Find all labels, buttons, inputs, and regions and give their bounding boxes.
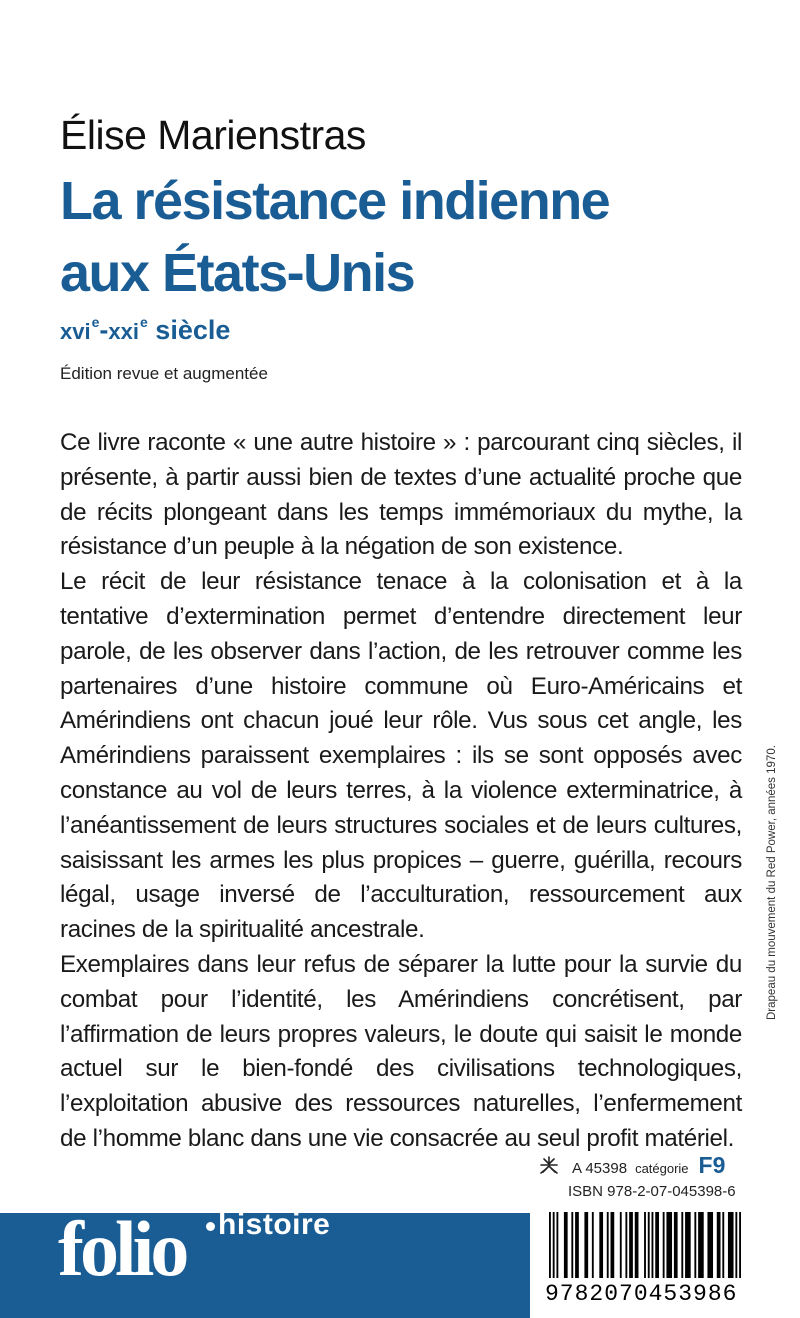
barcode-bar-8: [599, 1212, 603, 1278]
century-start: xvi: [60, 319, 91, 344]
book-subtitle: [60, 314, 230, 346]
barcode-bar-26: [707, 1212, 713, 1278]
barcode-bar-19: [663, 1212, 665, 1278]
blurb: [60, 426, 742, 1157]
isbn: ISBN 978-2-07-045398-6: [568, 1183, 736, 1200]
barcode-bar-30: [735, 1212, 737, 1278]
barcode-bar-31: [739, 1212, 741, 1278]
barcode-bar-2: [556, 1212, 558, 1278]
barcode-bar-25: [698, 1212, 704, 1278]
image-credit: Drapeau du mouvement du Red Power, années 1970.: [766, 745, 778, 1020]
barcode-bar-5: [575, 1212, 579, 1278]
catalog-info: [538, 1152, 742, 1200]
barcode-bars: [545, 1212, 745, 1280]
barcode-number: 9782070453986: [545, 1281, 738, 1307]
century-start-sup: e: [91, 314, 100, 330]
barcode-bar-9: [607, 1212, 609, 1278]
barcode-bar-3: [564, 1212, 568, 1278]
title-line-2: aux États-Unis: [60, 243, 415, 303]
barcode-bar-6: [584, 1212, 588, 1278]
barcode-bar-20: [666, 1212, 672, 1278]
barcode-bar-14: [635, 1212, 639, 1278]
century-word: siècle: [155, 315, 231, 345]
barcode-bar-1: [553, 1212, 555, 1278]
title-line-1: La résistance indienne: [60, 171, 610, 231]
barcode-bar-11: [620, 1212, 622, 1278]
barcode-bar-28: [722, 1212, 724, 1278]
catalog-ref: A 45398: [572, 1160, 628, 1177]
barcode-bar-21: [674, 1212, 678, 1278]
century-end-sup: e: [139, 314, 148, 330]
barcode-bar-0: [549, 1212, 551, 1278]
blurb-paragraph-2: Le récit de leur résistance tenace à la colonisation et à la tentative d’extermination permet d’entendre directement leur parole, de les observer dans l’action, de les retrouver comme les partenaires d’une histoire commune où Euro-Américains et Amérindiens ont chacun joué leur rôle. Vus sous cet angle, les Amérindiens paraissent exemplaires : ils se sont opposés avec constance au vol de leurs terres, à la violence exterminatrice, à l’anéantissement de leurs structures sociales et de leurs cultures, saisissant les armes les plus propices – guerre, guérilla, recours légal, usage inversé de l’acculturation, ressourcement aux racines de la spiritualité ancestrale.: [60, 568, 742, 944]
gallimard-mark-icon: [538, 1155, 560, 1175]
author-name: Élise Marienstras: [60, 112, 366, 158]
barcode-bar-4: [571, 1212, 573, 1278]
barcode-bar-12: [625, 1212, 627, 1278]
century-end: xxi: [108, 319, 139, 344]
book-title: [60, 165, 760, 309]
category-code: F9: [698, 1152, 726, 1178]
blurb-paragraph-1: Ce livre raconte « une autre histoire » : parcourant cinq siècles, il présente, à partir aussi bien de textes d’une actualité proche que de récits plongeant dans les temps immémoriaux du mythe, la résistance d’un peuple à la négation de son existence.: [60, 429, 742, 561]
barcode: [545, 1210, 745, 1318]
collection-name: histoire: [218, 1208, 331, 1241]
barcode-bar-18: [655, 1212, 659, 1278]
barcode-bar-17: [652, 1212, 654, 1278]
century-separator: -: [99, 315, 109, 345]
barcode-bar-7: [592, 1212, 594, 1278]
barcode-bar-29: [728, 1212, 734, 1278]
collection-dot: [206, 1222, 215, 1231]
barcode-bar-23: [685, 1212, 691, 1278]
blurb-paragraph-3: Exemplaires dans leur refus de séparer la lutte pour la survie du combat pour l’identité, les Amérindiens concrétisent, par l’affirmation de leurs propres valeurs, le doute qui saisit le monde actuel sur le bien-fondé des civilisations technologiques, l’exploitation abusive des ressources naturelles, l’enfermement de l’homme blanc dans une vie consacrée au seul profit matériel.: [60, 950, 742, 1152]
barcode-bar-22: [681, 1212, 683, 1278]
barcode-bar-15: [644, 1212, 646, 1278]
barcode-bar-24: [694, 1212, 696, 1278]
category-label: catégorie: [635, 1161, 689, 1176]
barcode-bar-16: [648, 1212, 650, 1278]
edition-note: Édition revue et augmentée: [60, 364, 268, 383]
barcode-bar-13: [629, 1212, 633, 1278]
barcode-bar-27: [717, 1212, 721, 1278]
barcode-bar-10: [611, 1212, 615, 1278]
folio-logo: folio: [58, 1205, 186, 1292]
